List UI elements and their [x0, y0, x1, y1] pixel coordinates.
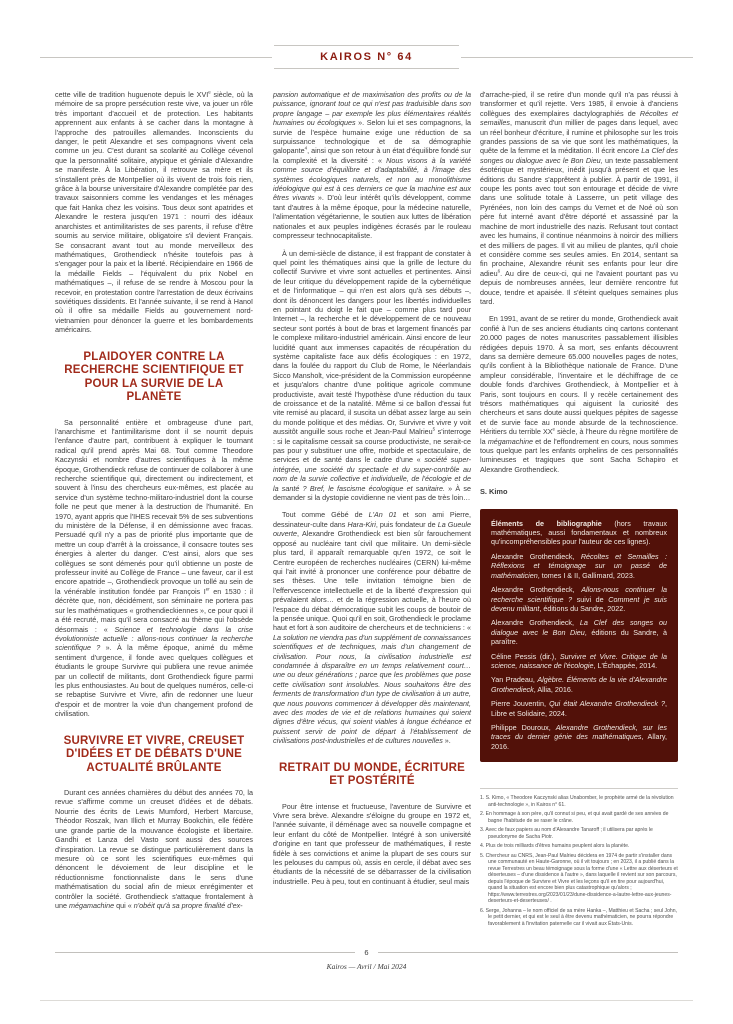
journal-credit: Kairos — Avril / Mai 2024	[326, 962, 407, 971]
masthead	[40, 45, 693, 69]
column-right	[480, 90, 678, 930]
bibliography-entry: Pierre Jouventin, Qui était Alexandre Grothendieck ?, Libre et Solidaire, 2024.	[491, 699, 667, 718]
bibliography-title: Éléments de bibliographie	[491, 518, 602, 528]
body-paragraph: Pour être intense et fructueuse, l'aventure de Survivre et Vivre sera brève. Alexandre s'éloigne du groupe en 1972 et, l'année suivante, il déménage avec sa nouvelle compagne et leur enfant du côté de Montpellier. Intégré à son université d'origine en tant que professeur de mathématiques, il reste fidèle à ses convictions et anime la plupart de ses cours sur les pelouses du campus où, assis en cercle, il débat avec ses étudiants de la nécessité de se débarrasser de la civilisation industrielle. Peu à peu, tout en continuant à étudier, seul mais	[273, 801, 471, 886]
section-heading-survivre: SURVIVRE ET VIVRE, CREUSET D'IDÉES ET DE DÉBATS D'UNE ACTUALITÉ BRÛLANTE	[63, 734, 245, 774]
footnote: 2. En hommage à son père, qu'il connut si peu, et qui avait gardé de ses années de bagne l'habitude de se raser le crâne.	[480, 811, 669, 824]
footer-rule-left	[55, 952, 355, 953]
bibliography-entry: Philippe Douroux, Alexandre Grothendieck, sur les traces du dernier génie des mathématiques, Allary, 2016.	[491, 722, 667, 751]
section-heading-retrait: RETRAIT DU MONDE, ÉCRITURE ET POSTÉRITÉ	[278, 761, 465, 788]
masthead-rule-left	[40, 57, 272, 58]
body-paragraph: pansion automatique et de maximisation des profits ou de la puissance, ignorant tout ce qui n'est pas traduisible dans son propre langage – par exemple les plus élémentaires réalités humaines ou écologiques ». Selon lui et ses compagnons, la survie de l'espèce humaine exige une réduction de sa surpuissance technologique et de sa démographie galopante$^4$, ainsi que son retour à un état d'équilibre fondé sur la complexité et la diversité : « Nous visons à la variété comme source d'équilibre et d'adaptabilité, à l'image des systèmes écologiques naturels, et non au monolithisme idéologique qui est à ces derniers ce que la machine est aux êtres vivants ». D'où leur intérêt qu'ils développent, comme tant d'autres à la même époque, pour la médecine naturelle, l'alimentation végétarienne, le soutien aux luttes de libération nationales et aux peuples indigènes écrasés par le rouleau compresseur technocapitaliste.	[273, 90, 471, 241]
body-paragraph: d'arrache-pied, il se retire d'un monde qu'il n'a pas réussi à transformer et qu'il rejette. Vers 1985, il envoie à d'anciens collègues des exemplaires dactylographiés de Récoltes et semailles, manuscrit d'un millier de pages dans lequel, avec un réel bonheur d'écriture, il rumine et philosophe sur les trois grandes passions de sa vie que sont les mathématiques, la quête de la femme et la méditation. Il écrit encore La Clef des songes ou dialogue avec le Bon Dieu, un texte passablement ésotérique et mystérieux, inédit jusqu'à présent et que les éditions du Sandre s'apprêtent à publier. À partir de 1991, il coupe les ponts avec tout son entourage et décide de vivre dans une solitude totale à Lasserre, un petit village des Pyrénées, non loin des camps du Vernet et de Noé où son père fut interné avant d'être déporté et assassiné par la machine de mort industrielle des nazis. Refusant tout contact avec les humains, il continue néanmoins à noircir des milliers et des milliers de pages. Il vit au milieu de plantes, qu'il choie et considère comme ses seules amies. En 2014, sentant sa fin prochaine, Alexandre réunit ses enfants pour leur dire adieu$^6$. Au dire de ceux-ci, qui ne l'avaient pourtant pas vu depuis de nombreuses années, leur dernière rencontre fut douce, tendre et apaisée. Il s'éteint quelques semaines plus tard.	[480, 90, 679, 306]
bibliography-entry: Yan Pradeau, Algèbre. Éléments de la vie d'Alexandre Grothendieck, Allia, 2016.	[491, 675, 667, 694]
body-paragraph: Durant ces années charnières du début des années 70, la revue s'affirme comme un creuset d'idées et de débats. Nourrie des écrits de Lewis Mumford, Herbert Marcuse, Théodor Roszak, Ivan Illich et Murray Bookchin, elle fédère une grande partie de la mouvance écologiste et libertaire. Gandhi et Lanza del Vasto sont aussi des sources d'inspiration. La revue se distingue particulièrement dans la mesure où ce sont les scientifiques eux-mêmes qui dénoncent le dévoiement de leur discipline et le réductionnisme fonctionnaliste dans le sens d'une mathématisation du social afin de mieux enrégimenter et contrôler la société. Grothendieck s'attaque frontalement à une mégamachine qui « n'obéit qu'à sa propre finalité d'ex-	[55, 788, 253, 910]
bibliography-entry: Alexandre Grothendieck, Allons-nous continuer la recherche scientifique ? suivi de Comment je suis devenu militant, éditions du Sandre, 2022.	[491, 585, 668, 613]
column-middle	[273, 90, 471, 886]
masthead-rule-right	[461, 57, 693, 58]
page-footer	[55, 948, 678, 957]
footnote: 6. Serge, Johanna – le nom officiel de sa mère Hanka –, Matthieu et Sacha ; seul John, le petit dernier, et qui est le seul à être devenu mathématicien, ne pourra répondre favorablement à l'invitation paternelle car il vivait aux États-Unis.	[480, 907, 677, 927]
footnote: 5. Chercheur au CNRS, Jean-Paul Malrieu décidera en 1974 de partir s'installer dans une communauté en Haute-Garonne, où il vit toujours ; en 2023, il a publié dans la revue Terrestres un beau témoignage sous la forme d'une « Lettre aux déserteurs et déserteuses – d'une dissidence à l'autre », dans laquelle il revient sur son parcours, depuis l'époque de Survivre et Vivre et les leçons qu'il en tire pour aujourd'hui, quand la situation est encore bien plus catastrophique qu'alors ; https://www.terrestres.org/2023/01/23/dune-dissidence-a-lautre-lettre-aux-jeunes-deserteurs-et-deserteuses/ .	[480, 852, 678, 905]
footnote: 4. Plus de trois milliards d'êtres humains peuplent alors la planète.	[480, 843, 630, 850]
body-paragraph: cette ville de tradition huguenote depuis le XVIe siècle, où la mémoire de sa propre persécution reste vive, va jouer un rôle très important d'accueil et de protection. Les habitants apprennent aux enfants à se cacher dans la montagne à l'approche des patrouilles allemandes. Inconscients du danger, le petit Alexandre et ses compagnons vivent cela comme un jeu. C'est durant sa scolarité au Collège cévenol que la personnalité solitaire, atypique et géniale d'Alexandre se manifeste. À la Libération, il retrouve sa mère et ils s'installent près de Montpellier où ils vivent de trois fois rien, grâce à la bourse universitaire d'Alexandre complétée par des travaux saisonniers comme les vendanges et les ménages que fait Hanka chez les voisins. Tous deux sont apatrides et Alexandre le restera jusqu'en 1971 : nourri des idéaux anarchistes et antimilitaristes de ses parents, il refuse d'être soumis au service militaire, obligatoire s'il devient Français. Se consacrant avant tout au monde merveilleux des mathématiques, Grothendieck n'hésite toutefois pas à s'engager pour la paix et la liberté. Récipiendaire en 1966 de la médaille Fields – l'équivalent du prix Nobel en mathématiques –, il refuse de se rendre à Moscou pour la recevoir, en protestation contre l'arrestation de deux écrivains soviétiques dissidents. Et l'année suivante, il se rend à Hanoï où il offre sa médaille Fields au gouvernement nord-vietnamien pour dénoncer la guerre et les bombardements américains.	[55, 89, 254, 335]
bibliography-intro-text: (hors travaux mathématiques, aussi fondamentaux et nombreux qu'incompréhensibles pour l'auteur de ces lignes).	[491, 518, 667, 547]
body-paragraph: Sa personnalité entière et ombrageuse d'une part, l'anarchisme et l'antimilitarisme dont il se nourrit depuis l'enfance d'autre part, contribuent à expliquer le tournant radical qu'il prend après Mai 68. Tout comme Theodore Kaczynski et nombre d'autres scientifiques à la même époque, Grothendieck refuse de continuer de collaborer à une recherche scientifique qui, directement ou indirectement, et souvent à l'insu des chercheurs eux-mêmes, est placée au service d'un système techno-militaro-industriel dont la course folle ne peut que mener à la destruction de l'humanité. En 1970, ayant appris que l'IHES recevait 5% de ses subventions du ministère de la Défense, il en démissionne avec fracas. Persuadé qu'il n'y a pas de priorité plus importante que de mettre un coup d'arrêt à la croissance, il consacre toutes ses énergies à alerter du danger. C'est ainsi, alors que ses collègues se sont démenés pour qu'il obtienne un poste de professeur invité au Collège de France – une faveur, car il est encore apatride –, Grothendieck provoque un tollé au sein de la vénérable institution fondée par François Ier en 1530 : il décrète que, non, décidément, son séminaire ne portera pas sur les mathématiques « grothendieckiennes », ce pour quoi il a été recruté, mais qu'il sera consacré au thème qui l'obsède désormais : « Science et technologie dans la crise évolutionniste actuelle : allons-nous continuer la recherche scientifique ? ». À la même époque, animé du même sentiment d'urgence, il fonde avec quelques collègues et étudiants le groupe Survivre qui publiera une revue animée par un collectif de militants, dont Grothendieck figure parmi les plus enthousiastes. Au bout de quelques numéros, celle-ci se rebaptise Survivre et Vivre, afin de redonner une lueur d'espoir et de montrer la voie d'un changement profond de civilisation.	[55, 417, 254, 719]
bibliography-entry: Alexandre Grothendieck, Récoltes et Semailles : Réflexions et témoignage sur un passé de mathématicien, tomes I & II, Gallimard, 2023.	[491, 551, 668, 580]
footnotes-block	[480, 788, 678, 927]
bibliography-intro	[491, 519, 667, 547]
body-paragraph: À un demi-siècle de distance, il est frappant de constater à quel point les thématiques ainsi que la grille de lecture du collectif Survivre et vivre sont actuelles et pertinentes. Ainsi de leur critique du développement rapide de la cybernétique et de l'informatique – qui n'en est alors qu'à ses débuts –, dont ils dénoncent les dangers pour les libertés individuelles en pointant du doigt le fait que – comme plus tard pour Internet –, la recherche et le développement de ce nouveau secteur sont portés à bout de bras et largement financés par le complexe militaro-industriel américain. Ainsi encore de leur lucidité quant aux immenses capacités de récupération du système capitaliste face aux défis écologiques : en 1972, dans la foulée du rapport du Club de Rome, le Néerlandais Sicco Mansholt, vice-président de la Commission européenne et jusqu'alors chantre d'une politique agricole commune productiviste, avait testé l'hypothèse d'une réduction du taux de croissance et de la natalité. Même si ce ballon d'essai fut vite remisé au placard, il suscita un débat assez large au sein du monde politique et des médias. Or, Survivre et vivre y voit aussitôt anguille sous roche et Jean-Paul Malrieu$^5$ s'interroge : si le capitalisme cessait sa course productiviste, ne serait-ce pas pour y substituer une offre, morbide et spectaculaire, de services et de santé dans le cadre d'une « société super-intégrée, une société du spectacle et du super-contrôle au nom de la survie collective et individuelle, de l'écologie et de la santé ? Bref, le fascisme écologique et sanitaire. » À se demander si la dystopie covidienne ne vient pas de très loin…	[273, 248, 471, 503]
section-heading-plaidoyer: PLAIDOYER CONTRE LA RECHERCHE SCIENTIFIQUE ET POUR LA SURVIE DE LA PLANÈTE	[64, 350, 244, 404]
footnote: 1. S. Kimo, « Theodore Kaczynski alias Unabomber, le prophète armé de la révolution anti-technologie », in Kairos n° 61.	[480, 795, 674, 808]
masthead-box	[274, 45, 459, 69]
bottom-rule	[40, 1000, 693, 1001]
footnote: 3. Avec de faux papiers au nom d'Alexandre Tanaroff ; il utilisera par après le pseudonyme de Sacha Piotr.	[480, 827, 653, 840]
bibliography-entry: Céline Pessis (dir.), Survivre et Vivre. Critique de la science, naissance de l'écologie, L'Échappée, 2014.	[491, 651, 667, 670]
bibliography-box	[480, 509, 678, 763]
body-paragraph: En 1991, avant de se retirer du monde, Grothendieck avait confié à l'un de ses anciens étudiants cinq cartons contenant 20.000 pages de notes manuscrites passablement illisibles rédigées depuis 1970. À sa mort, ses enfants découvrent dans sa dernière demeure 65.000 nouvelles pages de notes, qu'ils confient à la Bibliothèque nationale de France. D'une ampleur considérable, l'inventaire et le déchiffrage de ce double fonds d'archives Grothendieck, à Montpellier et à Paris, sont toujours en cours. Il y recèle certainement des trésors mathématiques qui aiguisent la curiosité des chercheurs et sans doute aussi quelques pépites de sagesse et de survie face au monde absurde de la technoscience. Héritiers du terrible XXe siècle, à l'heure du règne mortifère de la mégamachine et de l'effondrement en cours, nous sommes tous quelque part les enfants orphelins de ces personnalités lumineuses et tragiques que sont Sacha Schapiro et Alexandre Grothendieck.	[480, 314, 678, 474]
body-paragraph: Tout comme Gébé de L'An 01 et son ami Pierre, dessinateur-culte dans Hara-Kiri, puis fondateur de La Gueule ouverte, Alexandre Grothendieck est bien sûr farouchement opposé au nucléaire tant civil que militaire. Un demi-siècle plus tard, il apparaît remarquable qu'en 1972, ce soit le Centre européen de recherches nucléaires (CERN) lui-même qui l'ait invité à prononcer une conférence pour débattre de ses thèses. Une telle invitation témoigne bien de l'effervescence intellectuelle et de la liberté d'expression qui prévalaient alors… et de la régression actuelle, à l'heure où l'espace du débat démocratique subit les coups de boutoir de la pensée unique. Quoi qu'il en soit, Grothendieck le proclame haut et fort à son auditoire de chercheurs et de techniciens : « La solution ne viendra pas d'un supplément de connaissances scientifiques et de techniques, mais d'un changement de civilisation. Pour nous, la civilisation industrielle est condamnée à disparaître en un temps relativement court… une ou deux générations ; parce que les problèmes que pose cette civilisation sont insolubles. Nous souhaitons être des ferments de transformation d'un type de civilisation à un autre, que nous pouvons commencer à développer dès maintenant, avec des modes de vie et de relations humaines qui soient dignes d'être vécus, qui soient viables à longue échéance et puissent servir de point de départ à l'établissement de civilisations post-industrielles et de cultures nouvelles ».	[273, 510, 471, 746]
footer-rule-right	[378, 952, 678, 953]
author-signature: S. Kimo	[480, 487, 508, 497]
page-number: 6	[364, 948, 369, 957]
bibliography-entry: Alexandre Grothendieck, La Clef des songes ou dialogue avec le Bon Dieu, éditions du Sandre, à paraître.	[491, 618, 668, 647]
journal-title: KAIROS N° 64	[320, 51, 413, 63]
column-left	[55, 90, 253, 910]
